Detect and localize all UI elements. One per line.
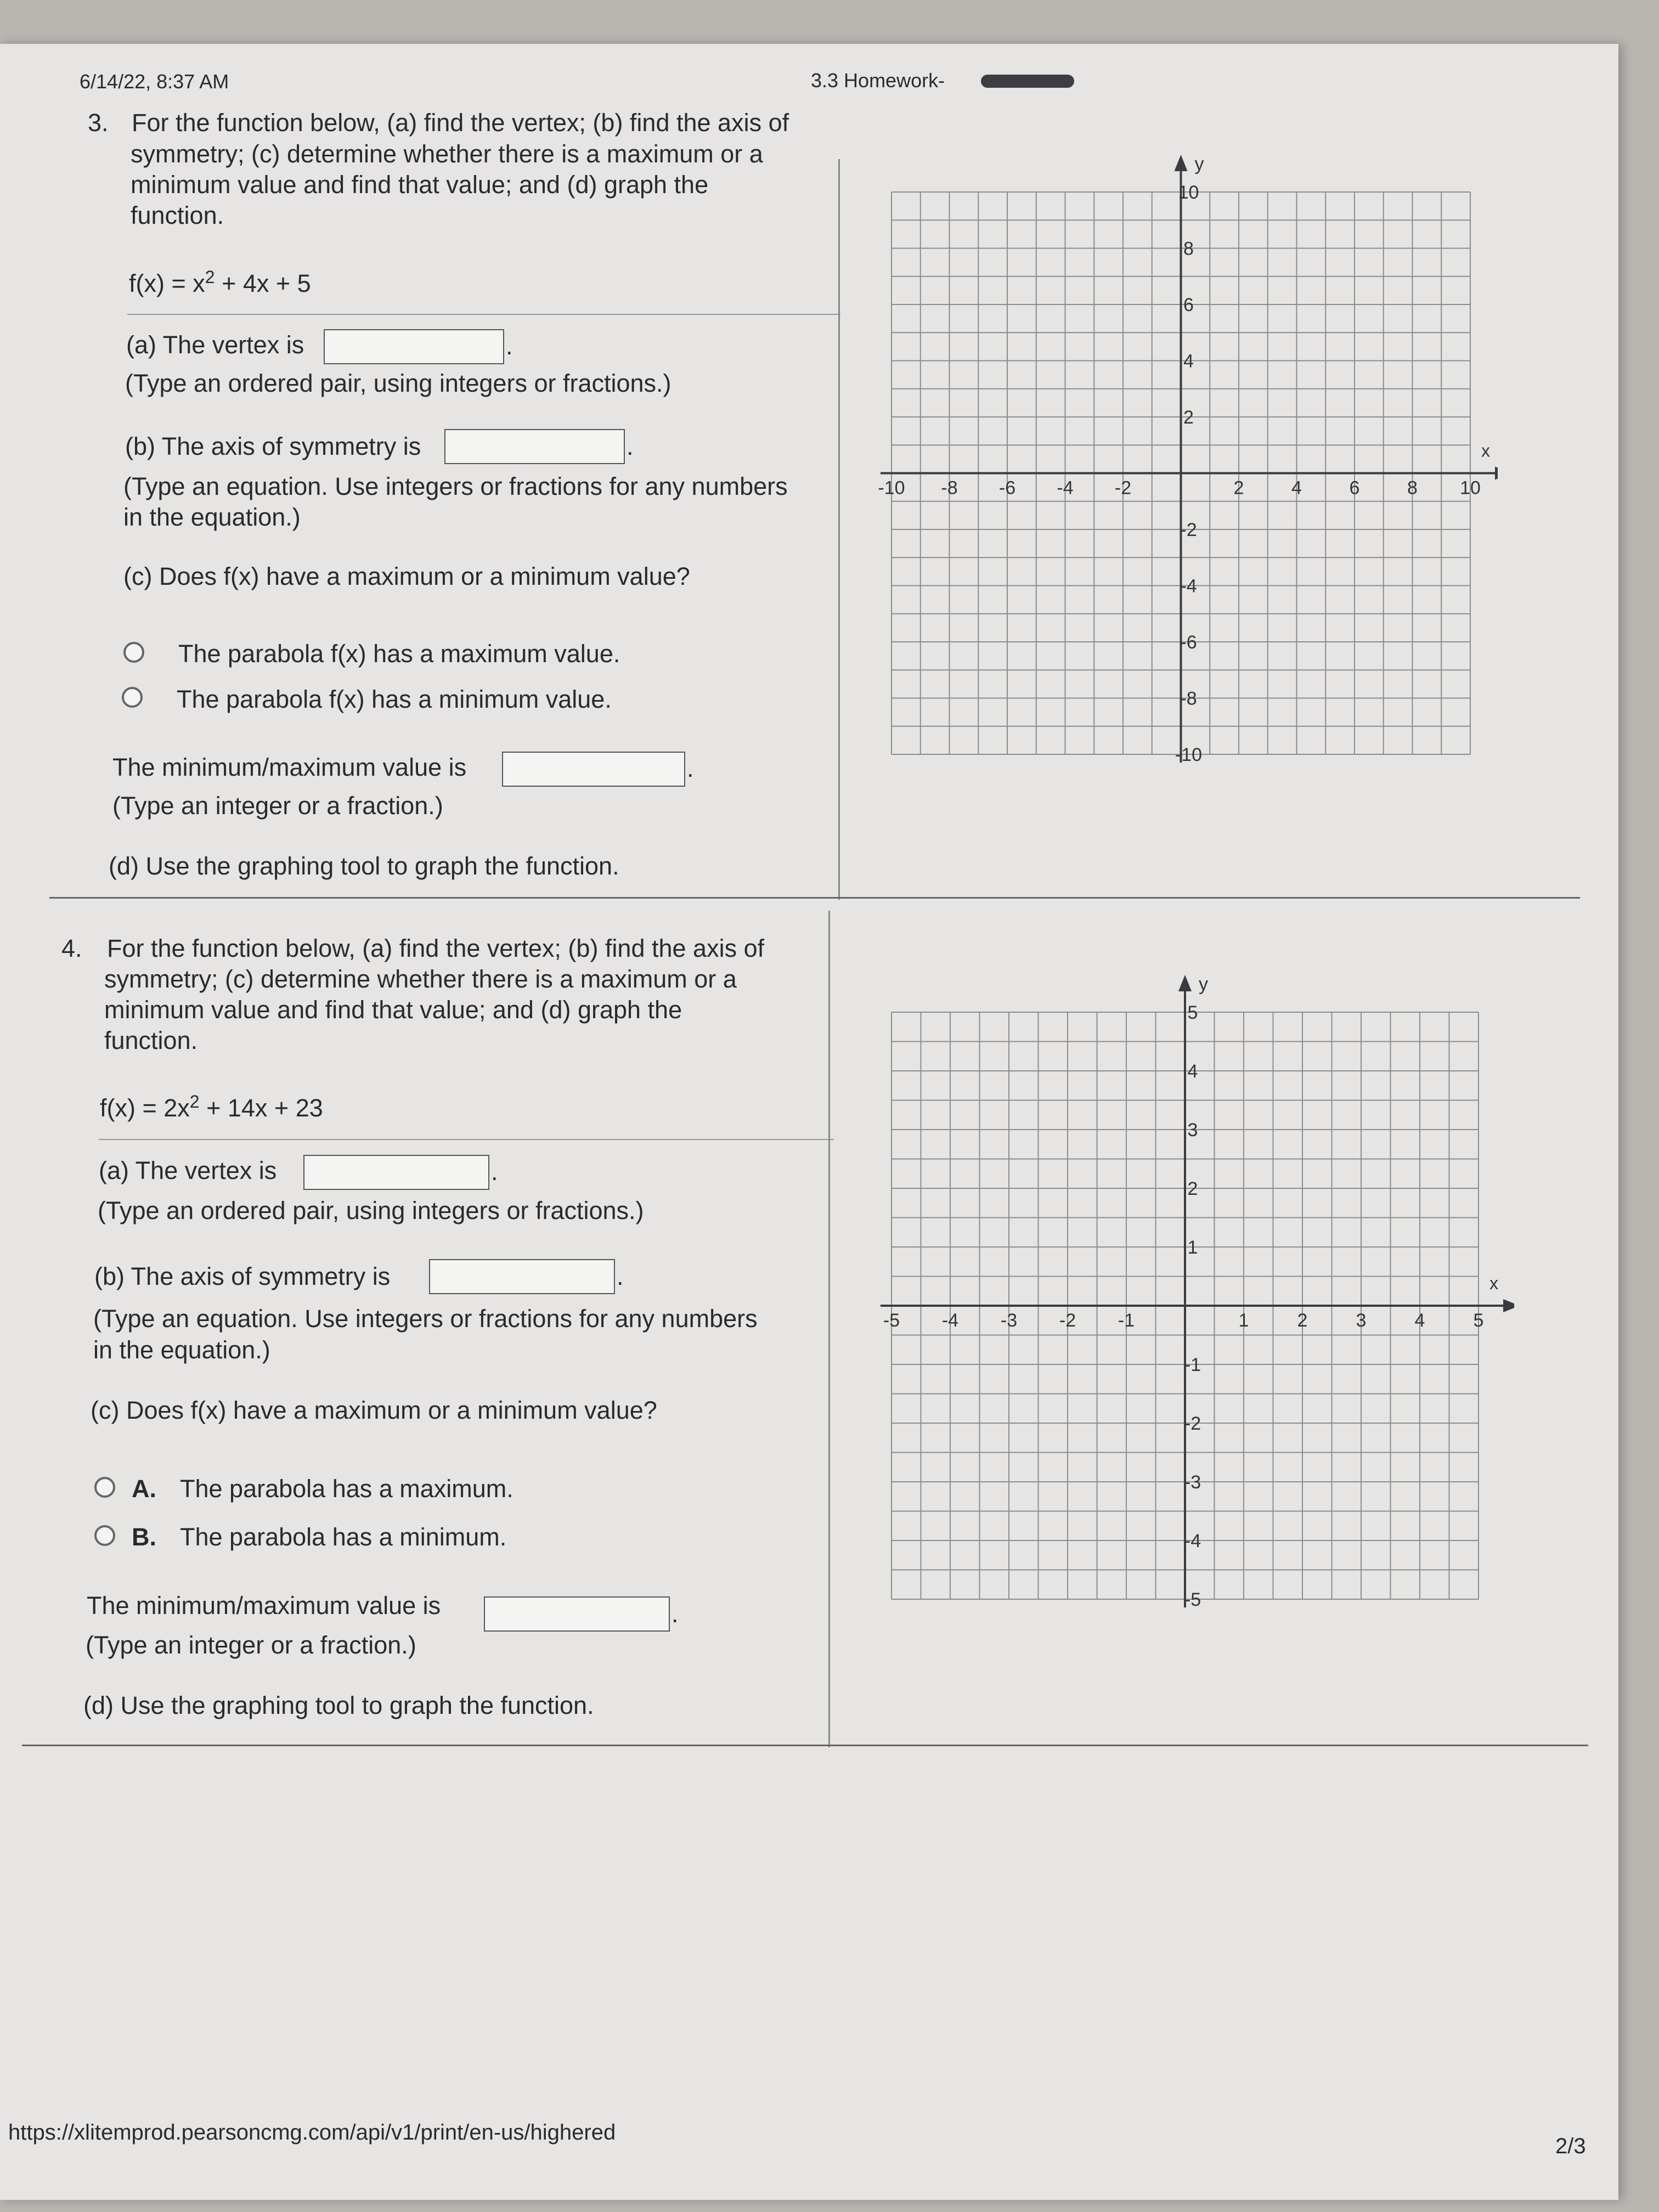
q3-minimum-option[interactable]: The parabola f(x) has a minimum value. — [177, 685, 612, 713]
q3-graph-x-axis-arrow — [1495, 467, 1498, 480]
q3-graph-x-tick-label: -10 — [878, 477, 905, 499]
q4-graph-y-tick-label: 1 — [1187, 1237, 1198, 1258]
q3-graph-y-tick-label: 2 — [1183, 407, 1194, 428]
q4-b-label: (b) The axis of symmetry is — [94, 1262, 391, 1290]
q4-graph-x-tick-label: -3 — [1000, 1310, 1018, 1331]
q3-minmax-input[interactable] — [502, 752, 685, 787]
q4-prompt-line-1: For the function below, (a) find the vertex; (b) find the axis of — [107, 934, 765, 962]
q3-maximum-radio[interactable] — [123, 642, 144, 663]
q4-minmax-label: The minimum/maximum value is — [87, 1592, 441, 1620]
q4-a-label: (a) The vertex is — [99, 1156, 277, 1184]
q4-b-period: . — [617, 1262, 624, 1290]
q4-vertex-input[interactable] — [303, 1155, 489, 1190]
q4-minmax-period: . — [672, 1600, 679, 1628]
q4-option-a[interactable]: The parabola has a maximum. — [180, 1475, 514, 1503]
q4-graph-x-axis-arrow — [1503, 1299, 1514, 1312]
q3-vertex-input[interactable] — [324, 329, 504, 364]
q4-graph-y-tick-label: 3 — [1187, 1120, 1198, 1141]
q4-column-divider — [828, 911, 830, 1747]
q3-graph-y-tick-label: 10 — [1178, 182, 1199, 203]
q3-graph-x-axis-label: x — [1481, 441, 1490, 461]
q4-minmax-hint: (Type an integer or a fraction.) — [86, 1631, 416, 1659]
q3-graph-y-tick-label: 4 — [1183, 351, 1194, 372]
q4-graph-x-tick-label: 5 — [1473, 1310, 1484, 1331]
assignment-title: 3.3 Homework- — [811, 69, 945, 92]
q4-bottom-rule — [22, 1745, 1588, 1746]
q4-option-b[interactable]: The parabola has a minimum. — [180, 1523, 507, 1551]
q4-graph-x-tick-label: -2 — [1059, 1310, 1076, 1331]
q4-graph-y-tick-label: 2 — [1187, 1178, 1198, 1199]
q3-a-hint: (Type an ordered pair, using integers or fractions.) — [125, 369, 672, 397]
q4-d-label: (d) Use the graphing tool to graph the function. — [83, 1691, 594, 1719]
q3-axis-input[interactable] — [444, 429, 625, 464]
q3-graph-x-tick-label: 8 — [1407, 477, 1418, 499]
q4-graph-grid — [881, 974, 1514, 1610]
q3-minmax-hint: (Type an integer or a fraction.) — [112, 792, 443, 820]
q3-graph-x-tick-label: -6 — [998, 477, 1016, 499]
q4-graph-x-tick-label: 4 — [1414, 1310, 1425, 1331]
q3-number: 3. — [88, 109, 109, 137]
q3-a-period: . — [506, 332, 513, 360]
q4-graph-x-tick-label: -5 — [883, 1310, 900, 1331]
q4-graph-y-tick-label: -5 — [1184, 1589, 1201, 1610]
q3-prompt-line-1: For the function below, (a) find the vertex; (b) find the axis of — [132, 109, 789, 137]
q4-graph-x-tick-label: 2 — [1297, 1310, 1308, 1331]
q3-graph-x-tick-label: 10 — [1460, 477, 1481, 499]
q3-graph-y-tick-label: -4 — [1180, 575, 1197, 597]
q4-graph-x-tick-label: 3 — [1356, 1310, 1367, 1331]
q4-a-hint: (Type an ordered pair, using integers or fractions.) — [98, 1197, 644, 1224]
q4-graph-y-tick-label: -4 — [1184, 1531, 1201, 1551]
q4-prompt-line-2: symmetry; (c) determine whether there is a maximum or a — [104, 965, 737, 993]
q3-graph-y-tick-label: 8 — [1183, 238, 1194, 259]
q3-maximum-option[interactable]: The parabola f(x) has a maximum value. — [178, 640, 620, 668]
q3-bottom-rule — [49, 897, 1580, 899]
q3-graph-y-axis-arrow — [1175, 155, 1188, 171]
q3-graph-x-tick-label: 2 — [1233, 477, 1244, 499]
q3-graph-x-tick-label: 4 — [1291, 477, 1302, 499]
q4-prompt-line-4: function. — [104, 1026, 198, 1054]
q3-function: $f(x) = x^2 + 4x + 5$ — [129, 267, 311, 297]
q4-prompt-line-3: minimum value and find that value; and (d) graph the — [104, 996, 682, 1024]
footer-url: https://xlitemprod.pearsoncmg.com/api/v1/print/en-us/highered — [8, 2120, 616, 2145]
q4-function: $f(x) = 2x^2 + 14x + 23$ — [100, 1092, 323, 1122]
q3-graph[interactable] — [867, 110, 1498, 785]
q3-graph-y-tick-label: -6 — [1180, 632, 1197, 653]
q3-graph-y-tick-label: -10 — [1175, 744, 1203, 765]
q3-graph-x-tick-label: -4 — [1057, 477, 1074, 499]
q4-b-hint-2: in the equation.) — [93, 1336, 270, 1364]
q4-divider — [99, 1139, 834, 1140]
q3-c-label: (c) Does f(x) have a maximum or a minimum value? — [123, 562, 690, 590]
q4-axis-input[interactable] — [429, 1259, 615, 1294]
q3-graph-y-tick-label: 6 — [1183, 295, 1194, 315]
q4-graph-y-axis-label: y — [1199, 974, 1208, 995]
q4-graph-y-tick-label: 5 — [1187, 1002, 1198, 1023]
q3-b-hint-2: in the equation.) — [123, 503, 301, 531]
q3-minmax-period: . — [687, 754, 694, 782]
q3-graph-x-tick-label: -2 — [1114, 477, 1132, 499]
q4-b-hint-1: (Type an equation. Use integers or fractions for any numbers — [93, 1305, 758, 1333]
q3-prompt-line-3: minimum value and find that value; and (d) graph the — [131, 171, 709, 199]
q4-graph-y-axis-arrow — [1178, 975, 1192, 991]
q4-option-a-letter: A. — [132, 1475, 156, 1503]
q4-graph-y-tick-label: -1 — [1184, 1355, 1201, 1375]
q3-graph-x-tick-label: 6 — [1349, 477, 1360, 499]
q3-minimum-radio[interactable] — [122, 687, 143, 708]
q4-graph-y-tick-label: -3 — [1184, 1472, 1201, 1493]
printed-page — [0, 44, 1618, 2200]
q3-graph-y-axis-label: y — [1194, 154, 1204, 174]
q4-graph[interactable] — [867, 922, 1514, 1613]
q4-option-b-radio[interactable] — [94, 1525, 115, 1546]
q3-b-period: . — [627, 432, 634, 460]
q3-d-label: (d) Use the graphing tool to graph the function. — [109, 852, 619, 880]
q3-graph-grid — [878, 154, 1498, 765]
q4-number: 4. — [61, 934, 82, 962]
q4-a-period: . — [491, 1158, 498, 1186]
q3-graph-y-tick-label: -8 — [1180, 688, 1197, 709]
q4-minmax-input[interactable] — [484, 1596, 670, 1632]
q4-c-label: (c) Does f(x) have a maximum or a minimum value? — [91, 1396, 657, 1424]
print-datetime: 6/14/22, 8:37 AM — [80, 70, 229, 93]
q3-prompt-line-2: symmetry; (c) determine whether there is a maximum or a — [131, 140, 763, 168]
q4-graph-x-tick-label: -1 — [1118, 1310, 1135, 1331]
q3-column-divider — [838, 159, 840, 900]
q4-graph-x-tick-label: 1 — [1238, 1310, 1249, 1331]
q3-b-label: (b) The axis of symmetry is — [125, 432, 421, 460]
footer-page-number: 2/3 — [1555, 2134, 1586, 2158]
q3-graph-x-tick-label: -8 — [941, 477, 958, 499]
q3-b-hint-1: (Type an equation. Use integers or fractions for any numbers — [123, 472, 788, 500]
q3-a-label: (a) The vertex is — [126, 331, 304, 359]
q4-graph-y-tick-label: 4 — [1187, 1061, 1198, 1082]
q3-minmax-label: The minimum/maximum value is — [112, 753, 467, 781]
q3-graph-y-tick-label: -2 — [1180, 520, 1197, 540]
q4-graph-x-axis-label: x — [1489, 1273, 1498, 1293]
q4-option-a-radio[interactable] — [94, 1477, 115, 1498]
redacted-name-mark — [981, 75, 1074, 88]
q3-divider — [127, 314, 840, 315]
q3-prompt-line-4: function. — [131, 201, 224, 229]
q4-graph-x-tick-label: -4 — [941, 1310, 959, 1331]
q4-option-b-letter: B. — [132, 1523, 156, 1551]
q4-graph-y-tick-label: -2 — [1184, 1413, 1201, 1434]
